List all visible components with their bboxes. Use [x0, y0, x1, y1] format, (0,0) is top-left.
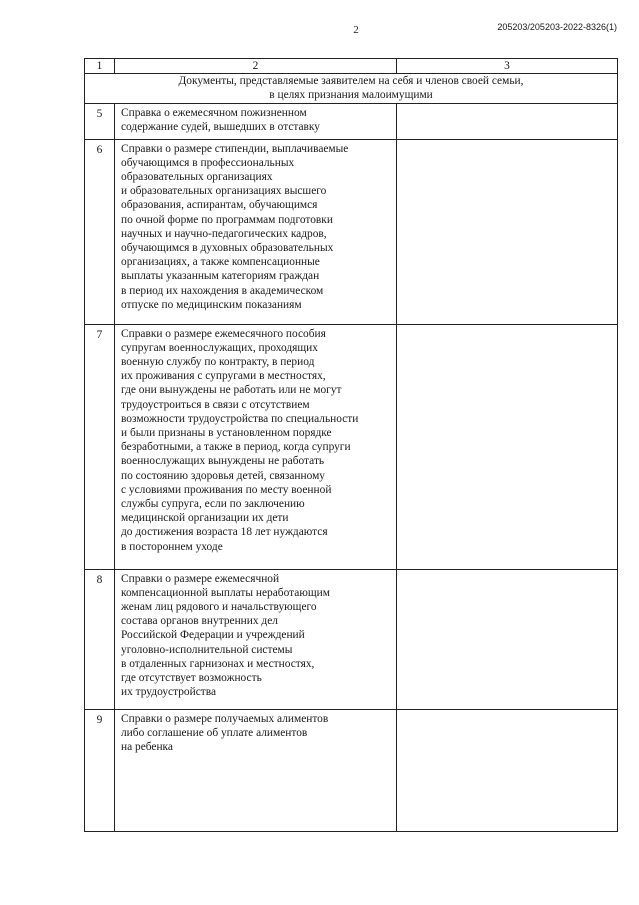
- section-title: [85, 74, 618, 103]
- description-line: где они вынуждены не работать или не могут: [121, 384, 342, 397]
- description-line: их трудоустройства: [121, 686, 217, 699]
- empty-cell: [397, 709, 618, 831]
- description-line: трудоустроиться в связи с отсутствием: [121, 398, 310, 411]
- description-line: Справки о размере ежемесячного пособия: [121, 327, 326, 340]
- description-line: в отдаленных гарнизонах и местностях,: [121, 657, 315, 670]
- description-line: Российской Федерации и учреждений: [121, 629, 305, 642]
- description-line: где отсутствует возможность: [121, 672, 262, 685]
- document-description: [115, 709, 397, 831]
- column-header-2: 2: [115, 59, 397, 74]
- description-line: военнослужащих вынуждены не работать: [121, 455, 325, 468]
- description-line: их проживания с супругами в местностях,: [121, 370, 326, 383]
- description-line: и были признаны в установленном порядке: [121, 427, 332, 440]
- description-line: образовательных организациях: [121, 171, 273, 184]
- description-line: образования, аспирантам, обучающимся: [121, 199, 318, 212]
- row-number: 6: [85, 139, 115, 324]
- page-number: 2: [353, 24, 359, 36]
- table-row: [85, 139, 618, 324]
- row-number: 5: [85, 103, 115, 139]
- table-row: [85, 324, 618, 569]
- document-description: [115, 139, 397, 324]
- description-line: содержание судей, вышедших в отставку: [121, 120, 320, 133]
- table-row: [85, 569, 618, 709]
- document-description: [115, 103, 397, 139]
- description-line: и образовательных организациях высшего: [121, 185, 327, 198]
- description-line: обучающимся в профессиональных: [121, 156, 295, 169]
- description-line: организациях, а также компенсационные: [121, 256, 320, 269]
- section-header-row: [85, 74, 618, 103]
- document-description: [115, 569, 397, 709]
- section-title-line: в целях признания малоимущими: [269, 89, 433, 102]
- empty-cell: [397, 569, 618, 709]
- description-line: научных и научно-педагогических кадров,: [121, 227, 327, 240]
- description-line: Справки о размере стипендии, выплачиваемые: [121, 142, 349, 155]
- description-line: по состоянию здоровья детей, связанному: [121, 469, 325, 482]
- description-line: с условиями проживания по месту военной: [121, 483, 332, 496]
- description-line: Справка о ежемесячном пожизненном: [121, 106, 307, 119]
- document-code: 205203/205203-2022-8326(1): [497, 22, 617, 32]
- row-number: 9: [85, 709, 115, 831]
- description-line: безработными, а также в период, когда супруги: [121, 441, 351, 454]
- empty-cell: [397, 324, 618, 569]
- description-line: женам лиц рядового и начальствующего: [121, 601, 317, 614]
- description-line: до достижения возраста 18 лет нуждаются: [121, 526, 328, 539]
- description-line: по очной форме по программам подготовки: [121, 213, 333, 226]
- documents-table: [84, 58, 618, 832]
- description-line: отпуске по медицинским показаниям: [121, 298, 302, 311]
- description-line: возможности трудоустройства по специальности: [121, 412, 359, 425]
- row-number: 7: [85, 324, 115, 569]
- column-header-1: 1: [85, 59, 115, 74]
- description-line: военную службу по контракту, в период: [121, 356, 315, 369]
- document-description: [115, 324, 397, 569]
- table-row: [85, 709, 618, 831]
- row-number: 8: [85, 569, 115, 709]
- empty-cell: [397, 103, 618, 139]
- table-row: [85, 103, 618, 139]
- description-line: в период их нахождения в академическом: [121, 284, 324, 297]
- description-line: на ребенка: [121, 741, 173, 754]
- description-line: выплаты указанным категориям граждан: [121, 270, 320, 283]
- description-line: в постороннем уходе: [121, 540, 223, 553]
- description-line: Справки о размере получаемых алиментов: [121, 712, 329, 725]
- description-line: обучающимся в духовных образовательных: [121, 242, 334, 255]
- column-header-3: 3: [397, 59, 618, 74]
- description-line: компенсационной выплаты неработающим: [121, 586, 330, 599]
- description-line: уголовно-исполнительной системы: [121, 643, 293, 656]
- description-line: либо соглашение об уплате алиментов: [121, 726, 308, 739]
- column-header-row: [85, 59, 618, 74]
- description-line: медицинской организации их дети: [121, 512, 289, 525]
- empty-cell: [397, 139, 618, 324]
- section-title-line: Документы, представляемые заявителем на себя и членов своей семьи,: [178, 75, 524, 88]
- description-line: службы супруга, если по заключению: [121, 498, 305, 511]
- description-line: Справки о размере ежемесячной: [121, 572, 280, 585]
- description-line: состава органов внутренних дел: [121, 615, 278, 628]
- description-line: супругам военнослужащих, проходящих: [121, 341, 318, 354]
